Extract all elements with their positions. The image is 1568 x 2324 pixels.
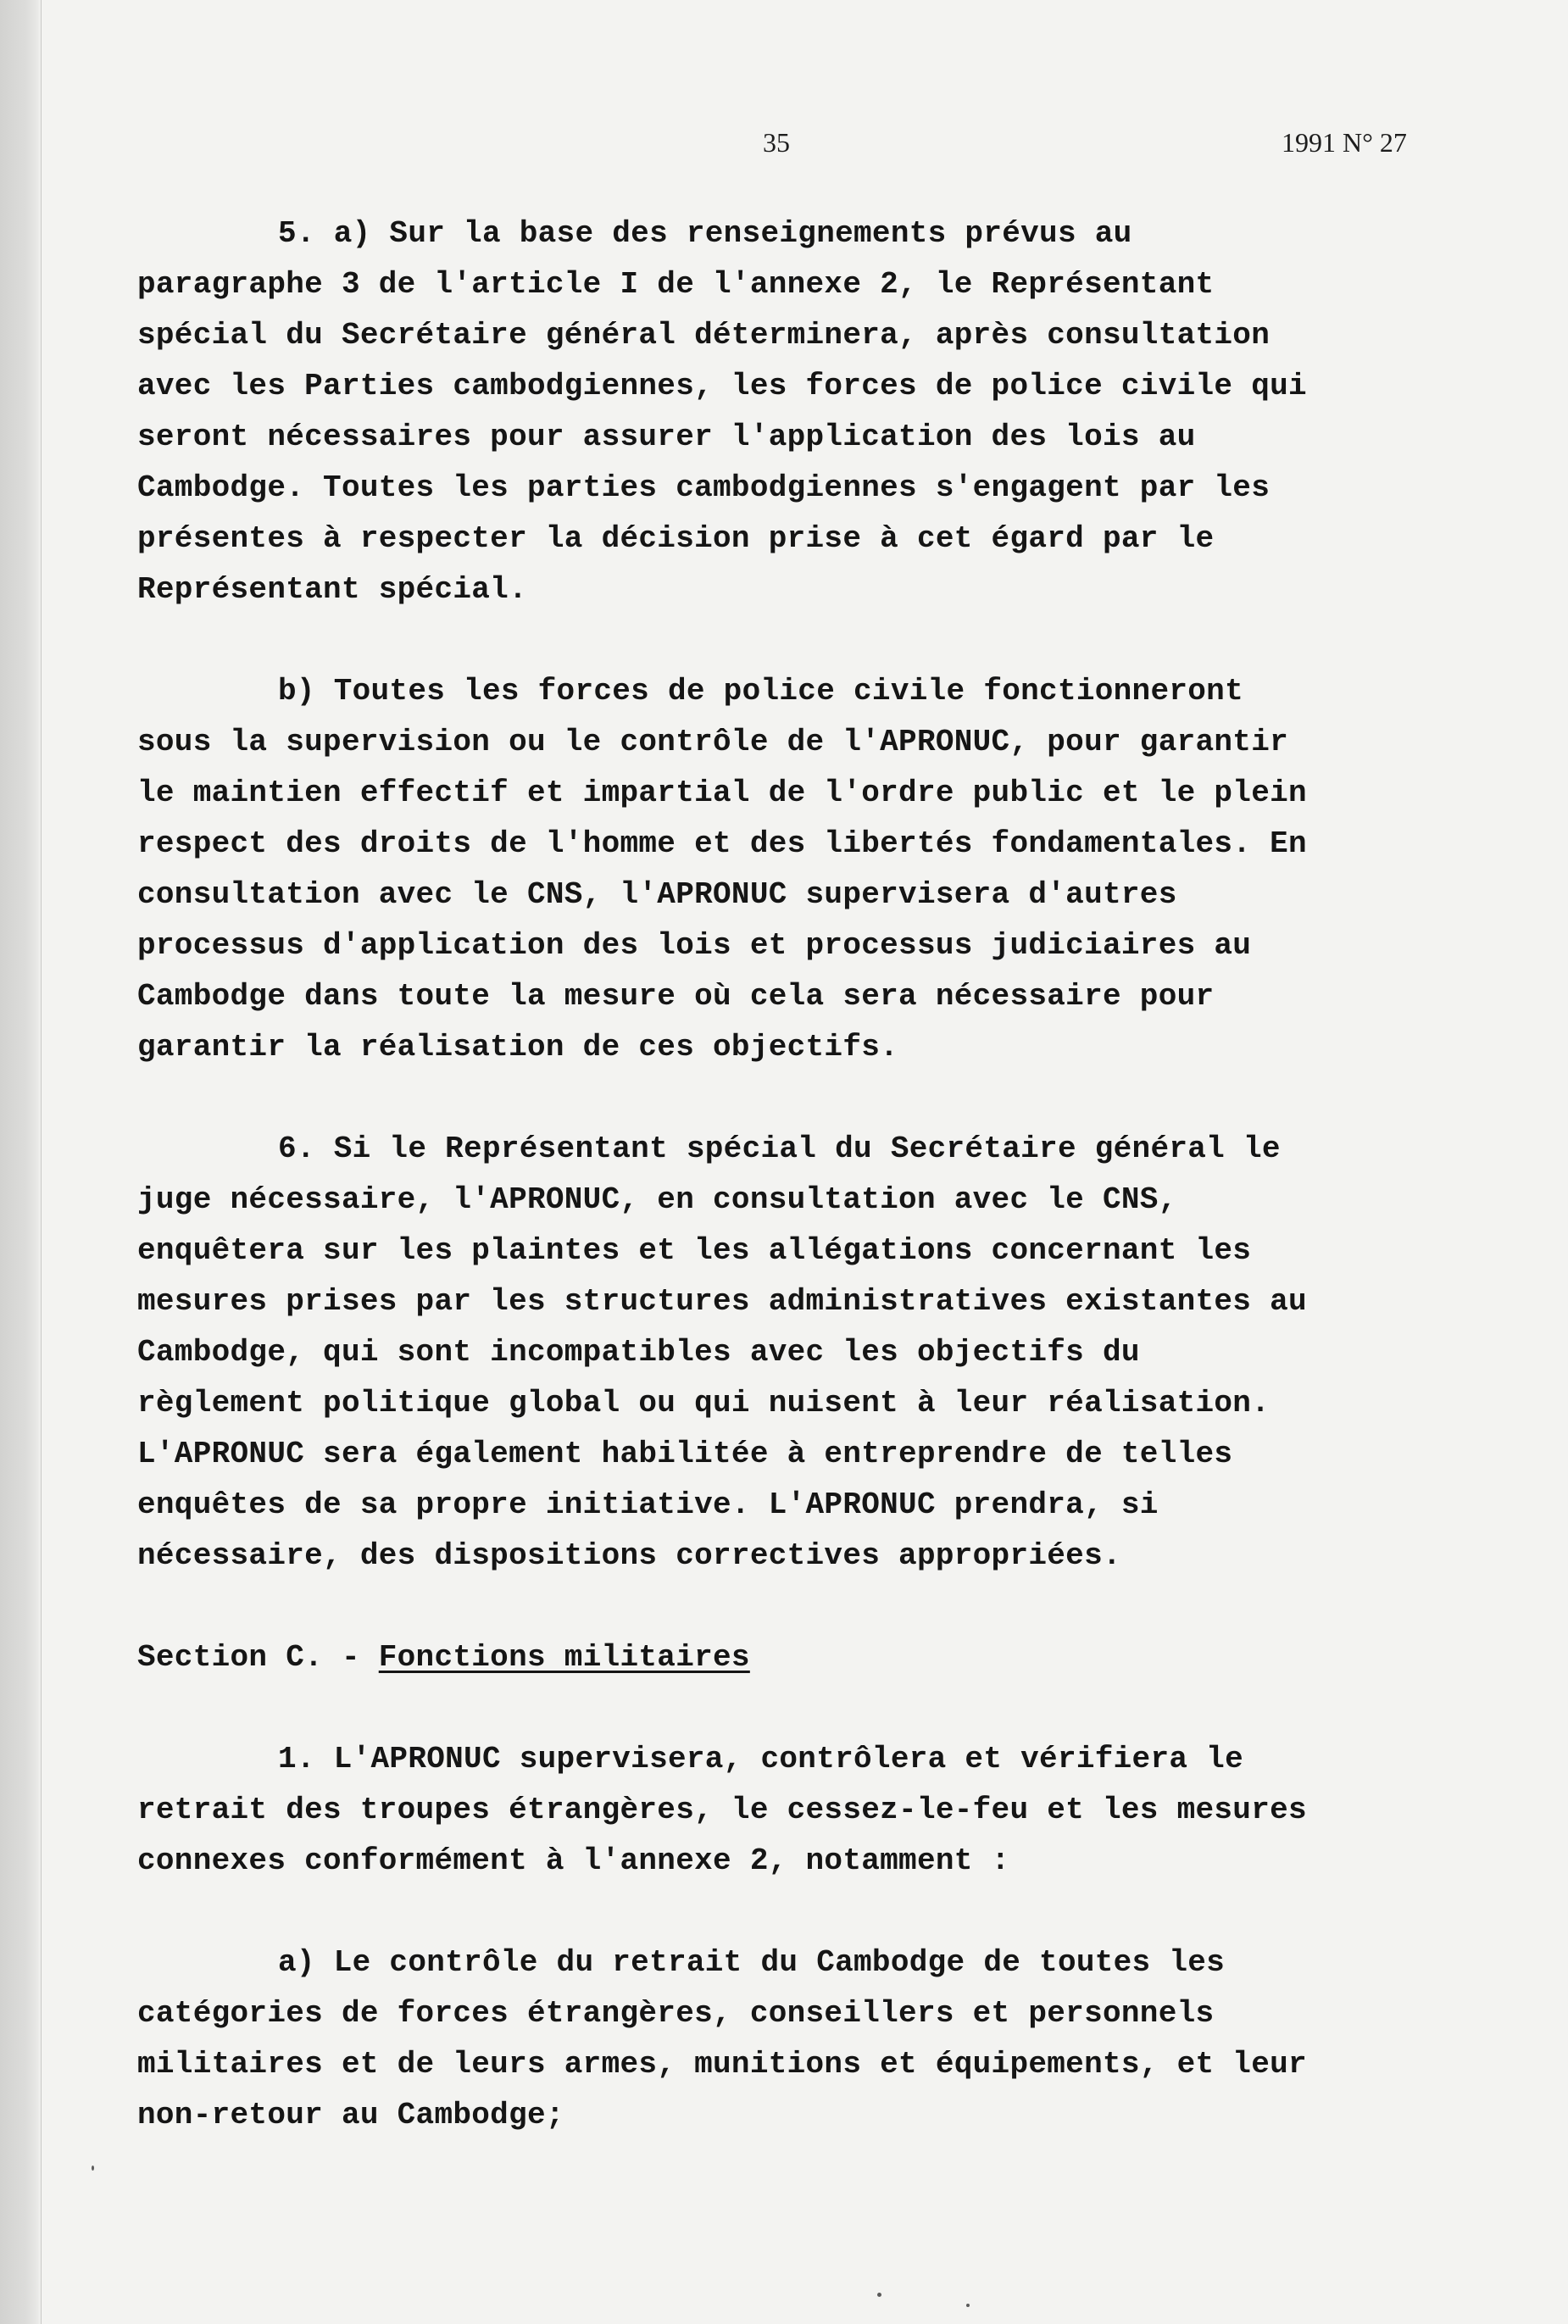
page-header	[0, 127, 1568, 170]
text-line: 1. L'APRONUC supervisera, contrôlera et vérifiera le	[278, 1742, 1243, 1776]
paper-speck	[966, 2304, 970, 2307]
page-number: 35	[763, 127, 790, 158]
binding-edge	[0, 0, 42, 2324]
paper-speck	[92, 2166, 94, 2171]
text-line: paragraphe 3 de l'article I de l'annexe 2, le Représentant	[137, 267, 1215, 302]
text-line: nécessaire, des dispositions correctives appropriées.	[137, 1538, 1121, 1573]
text-line: avec les Parties cambodgiennes, les forces de police civile qui	[137, 369, 1307, 403]
text-line: le maintien effectif et impartial de l'ordre public et le plein	[137, 776, 1307, 810]
document-reference: 1991 N° 27	[1282, 127, 1407, 158]
paragraph-gap	[137, 1073, 1460, 1124]
text-line: 5. a) Sur la base des renseignements prévus au	[278, 216, 1132, 251]
text-line: seront nécessaires pour assurer l'application des lois au	[137, 420, 1196, 454]
text-line: règlement politique global ou qui nuisent à leur réalisation.	[137, 1386, 1271, 1421]
text-line: militaires et de leurs armes, munitions et équipements, et leur	[137, 2047, 1307, 2082]
paragraph-gap	[137, 615, 1460, 666]
text-line: Représentant spécial.	[137, 572, 527, 607]
text-line: non-retour au Cambodge;	[137, 2098, 564, 2132]
text-line: juge nécessaire, l'APRONUC, en consultation avec le CNS,	[137, 1182, 1177, 1217]
text-line: a) Le contrôle du retrait du Cambodge de toutes les	[278, 1945, 1226, 1980]
text-line: connexes conformément à l'annexe 2, notamment :	[137, 1843, 1010, 1878]
text-line: Cambodge dans toute la mesure où cela sera nécessaire pour	[137, 979, 1215, 1014]
text-line: Cambodge, qui sont incompatibles avec les objectifs du	[137, 1335, 1140, 1370]
text-line: processus d'application des lois et processus judiciaires au	[137, 928, 1252, 963]
text-line: spécial du Secrétaire général déterminera, après consultation	[137, 318, 1271, 353]
paragraph-5b	[137, 666, 1460, 1073]
section-heading-prefix: Section C. -	[137, 1640, 379, 1675]
text-line: garantir la réalisation de ces objectifs.	[137, 1030, 899, 1065]
text-line: mesures prises par les structures administratives existantes au	[137, 1284, 1307, 1319]
paragraph-6	[137, 1124, 1460, 1582]
paper-speck	[877, 2293, 881, 2297]
text-line: L'APRONUC sera également habilitée à entreprendre de telles	[137, 1437, 1233, 1471]
section-heading-title: Fonctions militaires	[378, 1640, 750, 1675]
section-heading	[137, 1632, 1460, 1683]
text-line: catégories de forces étrangères, conseillers et personnels	[137, 1996, 1215, 2031]
text-line: présentes à respecter la décision prise à cet égard par le	[137, 521, 1215, 556]
text-line: retrait des troupes étrangères, le cessez-le-feu et les mesures	[137, 1793, 1307, 1827]
text-line: enquêtes de sa propre initiative. L'APRONUC prendra, si	[137, 1487, 1159, 1522]
text-line: enquêtera sur les plaintes et les allégations concernant les	[137, 1233, 1252, 1268]
text-line: consultation avec le CNS, l'APRONUC supervisera d'autres	[137, 877, 1177, 912]
paragraph-c1	[137, 1734, 1460, 1887]
paragraph-5a	[137, 208, 1460, 615]
text-line: 6. Si le Représentant spécial du Secrétaire général le	[278, 1131, 1281, 1166]
document-body	[137, 208, 1460, 2141]
paragraph-c1a	[137, 1938, 1460, 2141]
paragraph-gap	[137, 1582, 1460, 1632]
text-line: Cambodge. Toutes les parties cambodgiennes s'engagent par les	[137, 470, 1271, 505]
text-line: b) Toutes les forces de police civile fonctionneront	[278, 674, 1243, 709]
text-line: sous la supervision ou le contrôle de l'APRONUC, pour garantir	[137, 725, 1289, 759]
text-line: respect des droits de l'homme et des libertés fondamentales. En	[137, 826, 1307, 861]
paragraph-gap	[137, 1887, 1460, 1938]
paragraph-gap	[137, 1683, 1460, 1734]
